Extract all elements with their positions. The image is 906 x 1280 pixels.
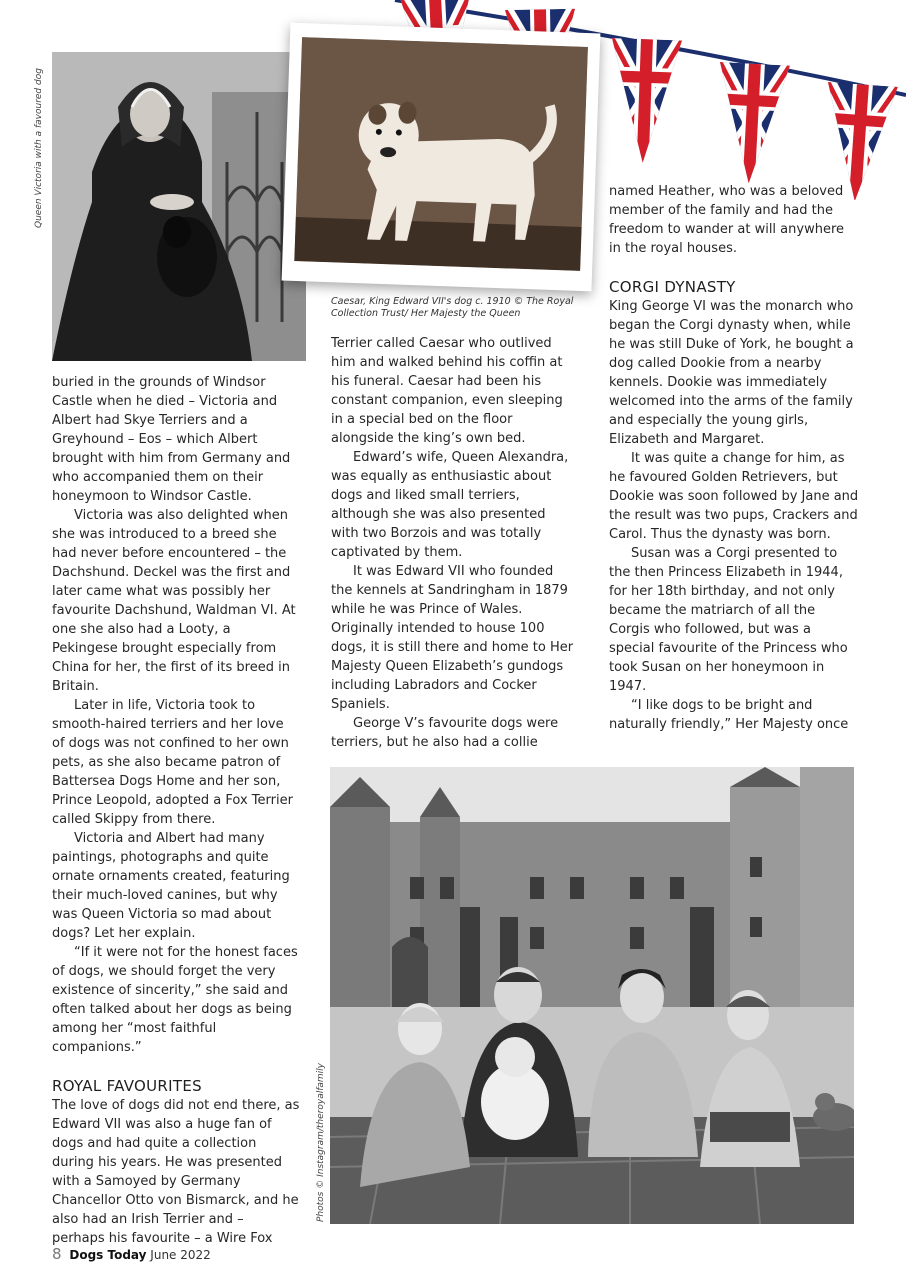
column-1 [52,373,300,1248]
col3-paragraph-4: Susan was a Corgi presented to the then Princess Elizabeth in 1944, for her 18th birthday, and not only became the matriarch of all the Corgis who followed, but was a special favourite of the Princess who took Susan on her honeymoon in 1947. [609,546,848,694]
caesar-photo [294,37,588,271]
issue-date: June 2022 [150,1248,211,1262]
column-2 [331,334,577,752]
flag-4 [709,57,796,190]
col2-paragraph-3: It was Edward VII who founded the kennels at Sandringham in 1879 while he was Prince of Wales. Originally intended to house 100 dogs, it is still there and home to Her Majesty Queen Elizabeth’s gundogs including Labradors and Cocker Spaniels. [331,564,574,712]
col1-paragraph-4: Victoria and Albert had many paintings, photographs and quite ornate ornaments created, featuring their much-loved canines, but why was Queen Victoria so mad about dogs? Let her explain. [52,831,290,941]
col3-paragraph-2: King George VI was the monarch who began the Corgi dynasty when, while he was still Duke of York, he bought a dog called Dookie from a nearby kennels. Dookie was immediately welcomed into the arms of the family and especially the young girls, Elizabeth and Margaret. [609,299,854,447]
royal-family-photo [330,767,854,1224]
page-footer [52,1245,211,1263]
col2-paragraph-4: George V’s favourite dogs were terriers, but he also had a collie [331,716,559,750]
magazine-name: Dogs Today [69,1248,147,1262]
col1-paragraph-6: The love of dogs did not end there, as Edward VII was also a huge fan of dogs and had quite a collection during his years. He was presented with a Samoyed by Germany Chancellor Otto von Bismarck, and he also had an Irish Terrier and – perhaps his favourite – a Wire Fox [52,1098,300,1246]
column-3 [609,182,859,734]
victoria-caption: Queen Victoria with a favoured dog [34,68,44,228]
col3-paragraph-3: It was quite a change for him, as he favoured Golden Retrievers, but Dookie was soon followed by Jane and the result was two pups, Crackers and Carol. Thus the dynasty was born. [609,451,859,542]
col1-paragraph-5: “If it were not for the honest faces of dogs, we should forget the very existence of sincerity,” she said and often talked about her dogs as being among her “most faithful companions.” [52,945,298,1055]
flag-3 [603,33,688,169]
col2-paragraph-2: Edward’s wife, Queen Alexandra, was equally as enthusiastic about dogs and liked small terriers, although she was also presented with two Borzois and was totally captivated by them. [331,450,569,560]
col2-paragraph-1: Terrier called Caesar who outlived him and walked behind his coffin at his funeral. Caesar had been his constant companion, even sleeping in a special bed on the floor alongside the king’s own bed. [331,336,563,446]
queen-victoria-photo [52,52,306,361]
royal-favourites-heading: ROYAL FAVOURITES [52,1077,202,1095]
col1-paragraph-2: Victoria was also delighted when she was introduced to a breed she had never before encountered – the Dachshund. Deckel was the first and later came what was possibly her favourite Dachshund, Waldman VI. At one she also had a Looty, a Pekingese brought especially from China for her, the first of its breed in Britain. [52,508,296,694]
col3-paragraph-1: named Heather, who was a beloved member of the family and had the freedom to wander at will anywhere in the royal houses. [609,184,845,256]
caesar-caption: Caesar, King Edward VII's dog c. 1910 © The Royal Collection Trust/ Her Majesty the Queen [331,296,574,319]
col3-paragraph-5: “I like dogs to be bright and naturally friendly,” Her Majesty once [609,698,849,732]
page-number: 8 [52,1245,62,1263]
col1-paragraph-1: buried in the grounds of Windsor Castle when he died – Victoria and Albert had Skye Terriers and a Greyhound – Eos – which Albert brought with him from Germany and who accompanied them on their honeymoon to Windsor Castle. [52,375,291,504]
family-photo-caption: Photos © Instagram/theroyalfamily [316,1063,326,1222]
caesar-photo-frame [282,23,601,292]
corgi-dynasty-heading: CORGI DYNASTY [609,278,736,296]
col1-paragraph-3: Later in life, Victoria took to smooth-haired terriers and her love of dogs was not confined to her own pets, as she also became patron of Battersea Dogs Home and her son, Prince Leopold, adopted a Fox Terrier called Skippy from there. [52,698,293,827]
